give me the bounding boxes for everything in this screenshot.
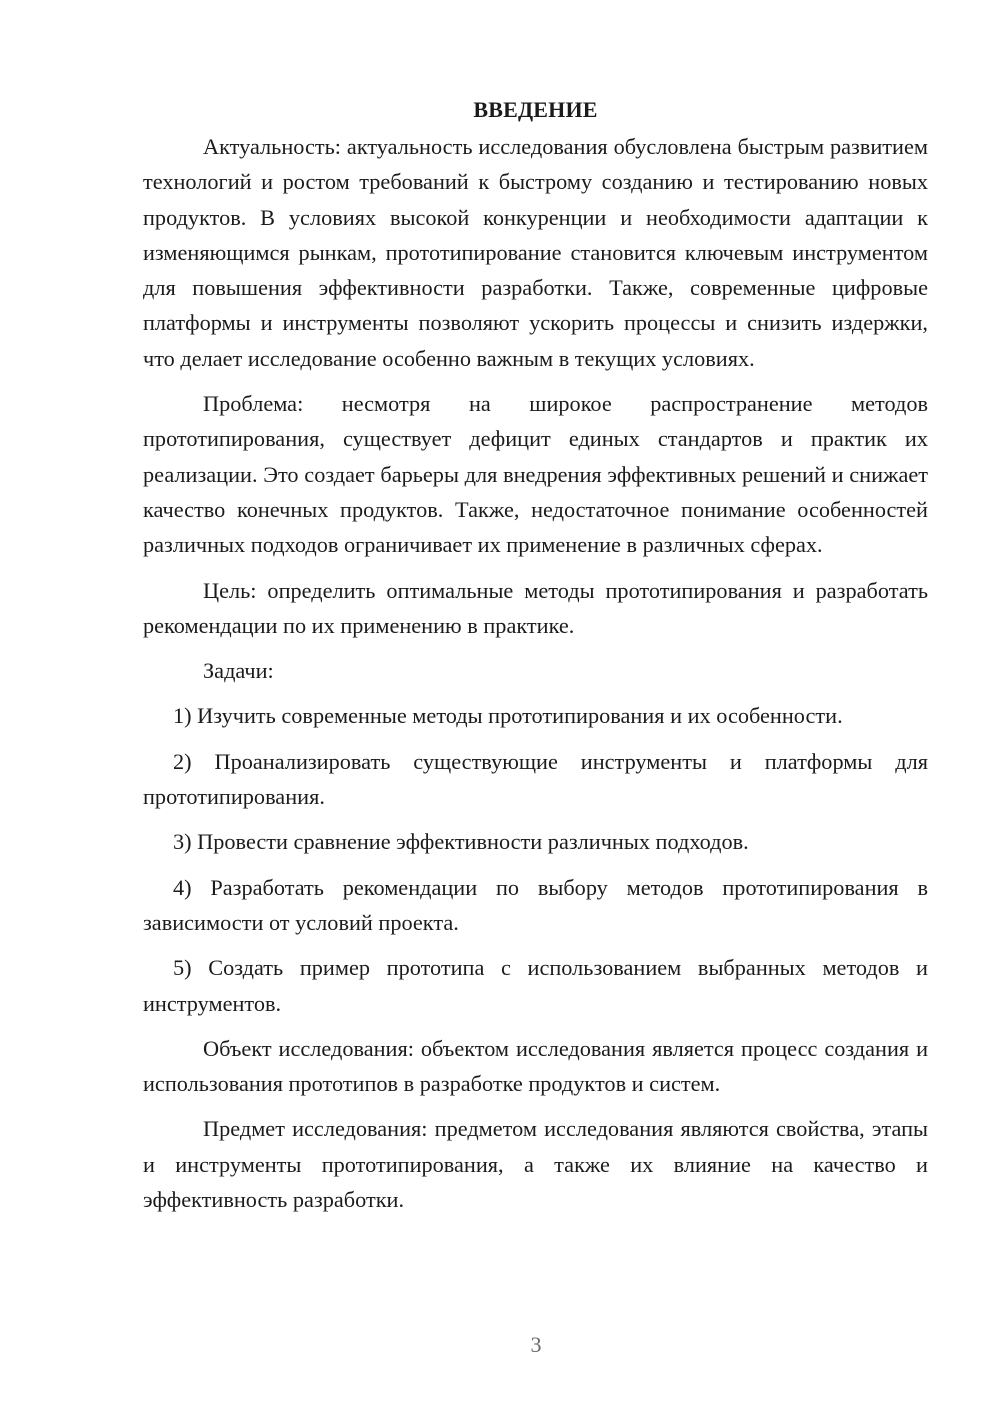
- paragraph-subject: Предмет исследования: предметом исследования являются свойства, этапы и инструменты прототипирования, а также их влияние на качество и эффективность разработки.: [143, 1116, 928, 1213]
- section-heading: ВВЕДЕНИЕ: [473, 97, 598, 122]
- paragraph-relevance: Актуальность: актуальность исследования обусловлена быстрым развитием технологий и ростом требований к быстрому созданию и тестированию новых продуктов. В условиях высокой конкуренции и необходимости адаптации к изменяющимся рынкам, прототипирование становится ключевым инструментом для повышения эффективности разработки. Также, современные цифровые платформы и инструменты позволяют ускорить процессы и снизить издержки, что делает исследование особенно важным в текущих условиях.: [143, 134, 928, 371]
- paragraph-goal: Цель: определить оптимальные методы прототипирования и разработать рекомендации по их применению в практике.: [143, 577, 928, 638]
- task-item-3: 3) Провести сравнение эффективности различных подходов.: [173, 829, 749, 855]
- paragraph-problem: Проблема: несмотря на широкое распространение методов прототипирования, существует дефицит единых стандартов и практик их реализации. Это создает барьеры для внедрения эффективных решений и снижает качество конечных продуктов. Также, недостаточное понимание особенностей различных подходов ограничивает их применение в различных сферах.: [143, 391, 928, 558]
- paragraph-tasks-title: Задачи:: [203, 658, 274, 684]
- paragraph-object: Объект исследования: объектом исследования является процесс создания и использования прототипов в разработке продуктов и систем.: [143, 1035, 928, 1097]
- task-item-4: 4) Разработать рекомендации по выбору методов прототипирования в зависимости от условий проекта.: [143, 874, 928, 935]
- task-item-2: 2) Проанализировать существующие инструменты и платформы для прототипирования.: [143, 748, 928, 810]
- task-item-1: 1) Изучить современные методы прототипирования и их особенности.: [173, 703, 843, 729]
- task-item-5: 5) Создать пример прототипа с использованием выбранных методов и инструментов.: [143, 955, 928, 1016]
- page-number: 3: [530, 1332, 542, 1357]
- page-body: [143, 92, 928, 1227]
